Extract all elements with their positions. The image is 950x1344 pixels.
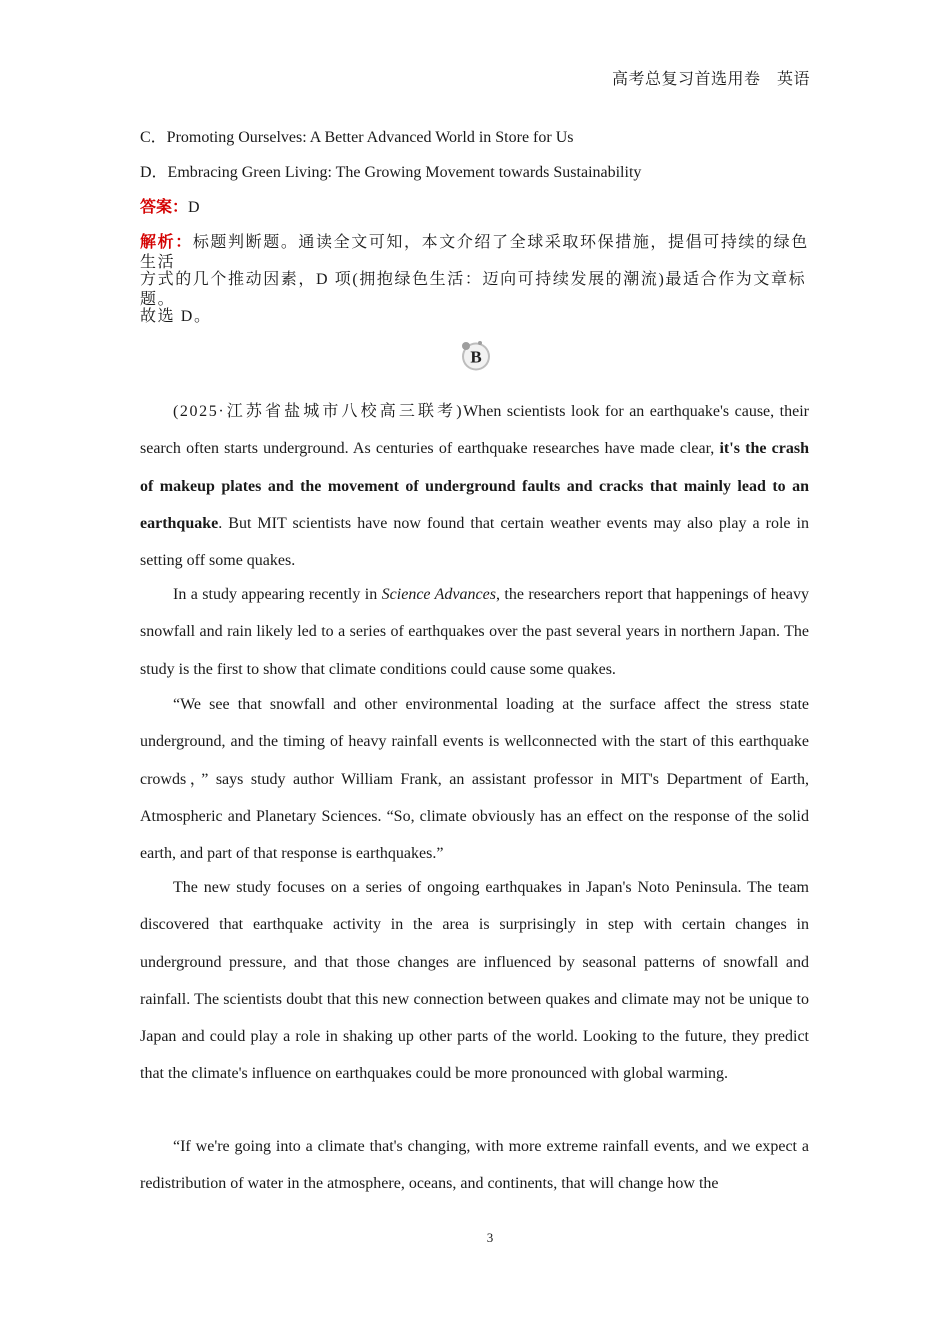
p2-text-a: In a study appearing recently in: [173, 586, 382, 603]
analysis-line-1: [140, 233, 809, 273]
passage-paragraph-1: [140, 393, 809, 579]
passage-paragraph-4: The new study focuses on a series of ongoing earthquakes in Japan's Noto Peninsula. The team discovered that earthquake activity in the area is surprisingly in step with certain changes in underground pressure, and that those changes are influenced by seasonal patterns of snowfall and rainfall. The scientists doubt that this new connection between quakes and climate may not be unique to Japan and could play a role in shaking up other parts of the world. Looking to the future, they predict that the climate's influence on earthquakes could be more pronounced with global warming.: [140, 879, 809, 1083]
section-letter: B: [470, 347, 482, 367]
p2-text-b: , the researchers report that happenings of heavy snowfall and rain likely led to a series of earthquakes over the past several years in northern Japan. The study is the first to show that climate conditions could cause some quakes.: [140, 586, 810, 678]
p1-text-a: When scientists look for an earthquake's cause, their search often starts underground. As centuries of earthquake researches have made clear,: [140, 403, 809, 458]
page-number: 3: [486, 1230, 494, 1245]
passage-paragraph-2: [140, 576, 809, 688]
answer-label: 答案：: [140, 199, 189, 216]
analysis-label: 解析：: [140, 234, 193, 251]
passage-paragraph-5: “If we're going into a climate that's changing, with more extreme rainfall events, and we expect a redistribution of water in the atmosphere, oceans, and continents, that will change how the: [140, 1138, 809, 1193]
journal-title: Science Advances: [381, 586, 496, 603]
page-header: 高考总复习首选用卷 英语: [611, 71, 810, 88]
section-b-badge: [460, 340, 492, 372]
analysis-line-3: 故选 D。: [140, 308, 212, 325]
section-badge-icon: [460, 340, 492, 372]
answer-value: D: [188, 199, 200, 216]
option-d: D．Embracing Green Living: The Growing Movement towards Sustainability: [140, 164, 642, 181]
passage-source: (2025·江苏省盐城市八校高三联考): [173, 403, 464, 420]
p1-bold-sentence: it's the crash of makeup plates and the movement of underground faults and cracks that mainly lead to an earthquake: [140, 440, 809, 532]
answer-line: [140, 198, 809, 218]
analysis-text-1: 标题判断题。通读全文可知，本文介绍了全球采取环保措施，提倡可持续的绿色生活: [140, 234, 809, 271]
passage-paragraph-3: “We see that snowfall and other environmental loading at the surface affect the stress state underground, and the timing of heavy rainfall events is wellconnected with the start of this earthquake crowds，” says study author William Frank, an assistant professor in MIT's Department of Earth, Atmospheric and Planetary Sciences. “So, climate obviously has an effect on the response of the solid earth, and part of that response is earthquakes.”: [140, 696, 809, 863]
analysis-line-2: 方式的几个推动因素，D 项(拥抱绿色生活：迈向可持续发展的潮流)最适合作为文章标题。: [140, 271, 807, 308]
p1-text-b: . But MIT scientists have now found that certain weather events may also play a role in setting off some quakes.: [140, 514, 809, 570]
option-c: C．Promoting Ourselves: A Better Advanced World in Store for Us: [140, 129, 574, 146]
